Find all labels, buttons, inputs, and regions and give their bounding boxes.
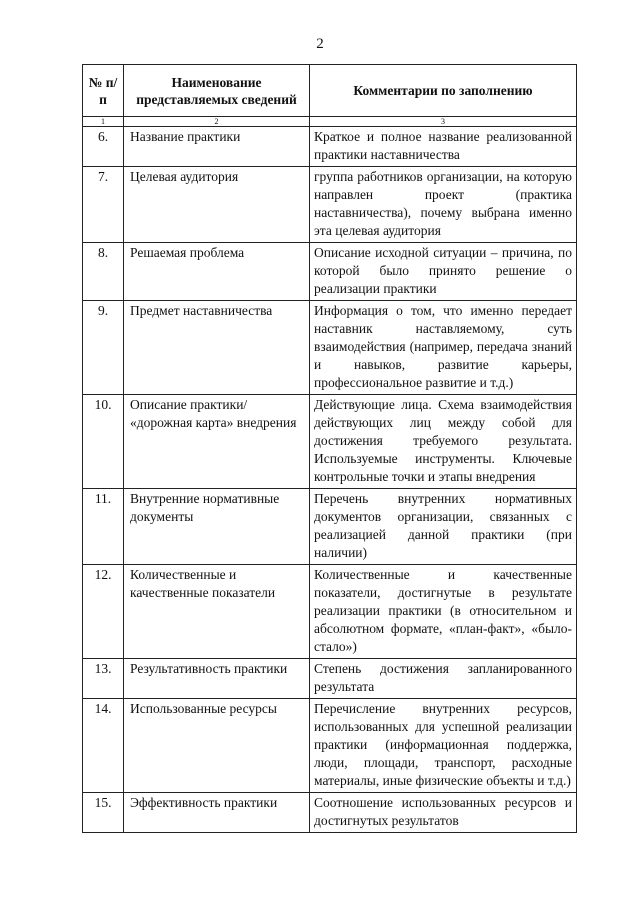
row-comment: Краткое и полное название реализованной практики наставничества	[310, 127, 577, 167]
table-row	[83, 699, 577, 793]
row-name: Эффективность практики	[124, 793, 310, 833]
row-number: 6.	[83, 127, 124, 167]
row-comment: Перечень внутренних нормативных документов организации, связанных с реализацией данной практики (при наличии)	[310, 489, 577, 565]
row-number: 15.	[83, 793, 124, 833]
header-num: № п/п	[83, 65, 124, 117]
row-comment: Информация о том, что именно передает наставник наставляемому, суть взаимодействия (например, передача знаний и навыков, развитие карьеры, профессиональное развитие и т.д.)	[310, 301, 577, 395]
row-comment: Количественные и качественные показатели, достигнутые в результате реализации практики (в относительном и абсолютном формате, «план-факт», «было-стало»)	[310, 565, 577, 659]
table-row	[83, 243, 577, 301]
column-number: 3	[310, 117, 577, 127]
row-comment: Действующие лица. Схема взаимодействия действующих лиц между собой для достижения требуемого результата. Используемые инструменты. Ключевые контрольные точки и этапы внедрения	[310, 395, 577, 489]
column-number-row	[83, 117, 577, 127]
row-comment: Соотношение использованных ресурсов и достигнутых результатов	[310, 793, 577, 833]
table-row	[83, 793, 577, 833]
info-table	[82, 64, 577, 833]
row-number: 10.	[83, 395, 124, 489]
row-number: 8.	[83, 243, 124, 301]
header-name: Наименование представляемых сведений	[124, 65, 310, 117]
table-row	[83, 565, 577, 659]
row-name: Внутренние нормативные документы	[124, 489, 310, 565]
row-number: 14.	[83, 699, 124, 793]
column-number: 2	[124, 117, 310, 127]
row-number: 13.	[83, 659, 124, 699]
table-row	[83, 127, 577, 167]
row-number: 11.	[83, 489, 124, 565]
row-number: 12.	[83, 565, 124, 659]
page-number: 2	[316, 36, 324, 52]
table-header-row	[83, 65, 577, 117]
table-row	[83, 167, 577, 243]
row-name: Целевая аудитория	[124, 167, 310, 243]
table-row	[83, 659, 577, 699]
row-name: Решаемая проблема	[124, 243, 310, 301]
header-comment: Комментарии по заполнению	[310, 65, 577, 117]
row-name: Результативность практики	[124, 659, 310, 699]
row-number: 9.	[83, 301, 124, 395]
row-name: Название практики	[124, 127, 310, 167]
row-name: Количественные и качественные показатели	[124, 565, 310, 659]
table-row	[83, 301, 577, 395]
row-comment: Перечисление внутренних ресурсов, использованных для успешной реализации практики (информационная поддержка, люди, площади, транспорт, расходные материалы, иные физические объекты и т.д.)	[310, 699, 577, 793]
row-comment: Описание исходной ситуации – причина, по которой было принято решение о реализации практики	[310, 243, 577, 301]
row-number: 7.	[83, 167, 124, 243]
table-row	[83, 395, 577, 489]
column-number: 1	[83, 117, 124, 127]
row-name: Предмет наставничества	[124, 301, 310, 395]
table-row	[83, 489, 577, 565]
row-name: Описание практики/ «дорожная карта» внедрения	[124, 395, 310, 489]
row-comment: группа работников организации, на которую направлен проект (практика наставничества), почему выбрана именно эта целевая аудитория	[310, 167, 577, 243]
row-comment: Степень достижения запланированного результата	[310, 659, 577, 699]
row-name: Использованные ресурсы	[124, 699, 310, 793]
